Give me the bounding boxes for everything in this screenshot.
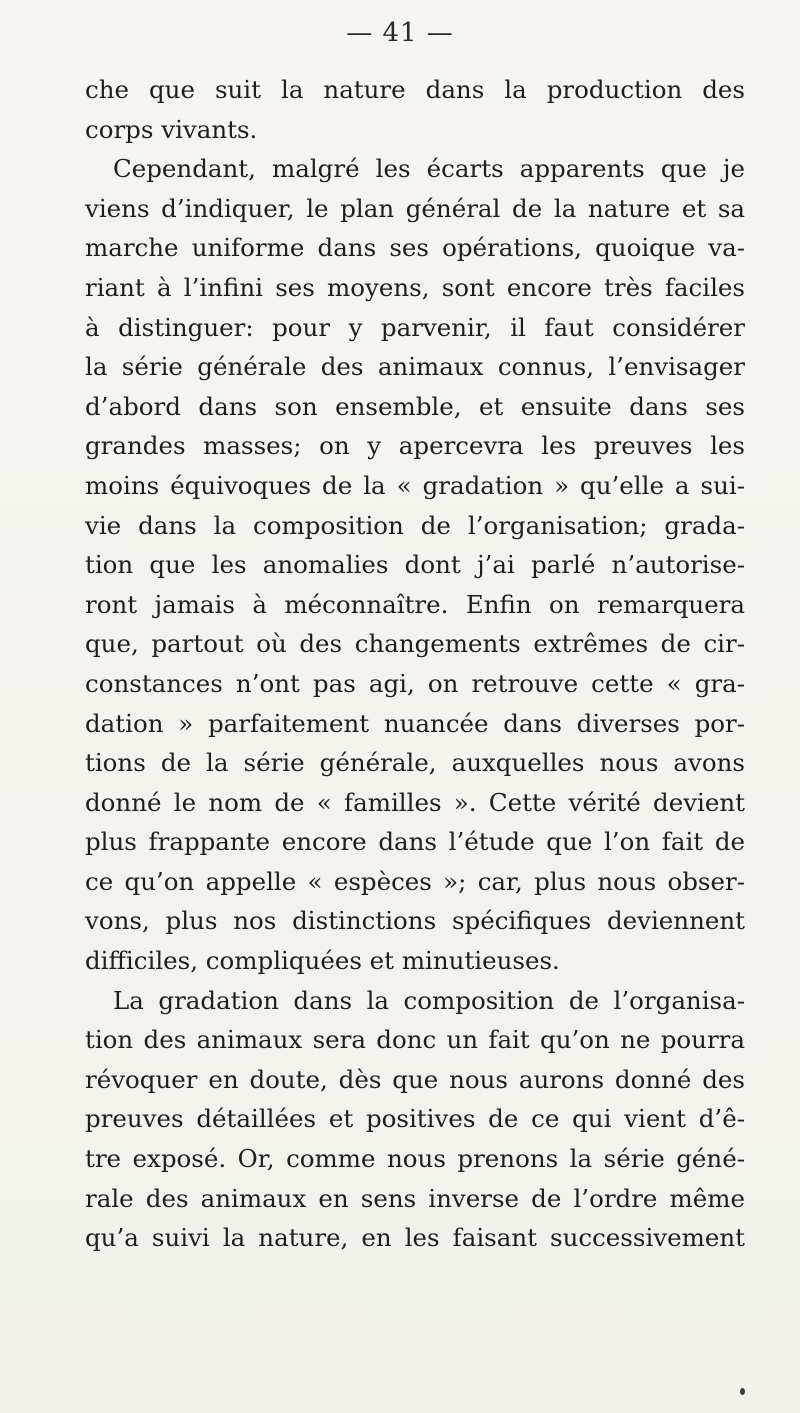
text-line: d’abord dans son ensemble, et ensuite dans ses bbox=[85, 391, 745, 421]
text-line: viens d’indiquer, le plan général de la nature et sa bbox=[85, 193, 745, 223]
text-line: constances n’ont pas agi, on retrouve cette « gra- bbox=[85, 668, 745, 698]
text-line: La gradation dans la composition de l’organisa- bbox=[113, 985, 745, 1015]
text-line: ce qu’on appelle « espèces »; car, plus nous obser- bbox=[85, 866, 745, 896]
text-line: dation » parfaitement nuancée dans diverses por- bbox=[85, 708, 745, 738]
text-line: marche uniforme dans ses opérations, quoique va- bbox=[85, 233, 745, 263]
text-line: donné le nom de « familles ». Cette vérité devient bbox=[85, 787, 745, 817]
text-line: tion que les anomalies dont j’ai parlé n’autorise- bbox=[85, 550, 745, 580]
text-line: à distinguer: pour y parvenir, il faut considérer bbox=[85, 312, 745, 342]
text-line: che que suit la nature dans la production des bbox=[85, 75, 745, 104]
ink-speck bbox=[740, 1388, 745, 1395]
text-line: qu’a suivi la nature, en les faisant successivement bbox=[85, 1223, 745, 1253]
text-line: la série générale des animaux connus, l’envisager bbox=[85, 352, 745, 382]
body-text bbox=[85, 70, 745, 1258]
page-number: — 41 — bbox=[346, 18, 454, 48]
text-line: vons, plus nos distinctions spécifiques deviennent bbox=[85, 906, 745, 936]
text-line: ront jamais à méconnaître. Enfin on remarquera bbox=[85, 589, 745, 619]
text-line: corps vivants. bbox=[85, 114, 258, 144]
text-line: difficiles, compliquées et minutieuses. bbox=[85, 946, 560, 976]
text-line: que, partout où des changements extrêmes de cir- bbox=[85, 629, 745, 659]
text-line: vie dans la composition de l’organisation; grada- bbox=[85, 510, 745, 540]
text-line: Cependant, malgré les écarts apparents que je bbox=[113, 154, 745, 184]
text-line: tions de la série générale, auxquelles nous avons bbox=[85, 748, 745, 778]
text-line: moins équivoques de la « gradation » qu’elle a sui- bbox=[85, 470, 745, 500]
text-line: rale des animaux en sens inverse de l’ordre même bbox=[85, 1183, 745, 1213]
text-line: tion des animaux sera donc un fait qu’on ne pourra bbox=[85, 1025, 745, 1055]
text-line: preuves détaillées et positives de ce qui vient d’ê- bbox=[85, 1104, 745, 1134]
text-line: révoquer en doute, dès que nous aurons donné des bbox=[85, 1064, 745, 1094]
text-line: riant à l’infini ses moyens, sont encore très faciles bbox=[85, 272, 745, 302]
text-line: grandes masses; on y apercevra les preuves les bbox=[85, 431, 745, 461]
text-line: tre exposé. Or, comme nous prenons la série géné- bbox=[85, 1144, 745, 1174]
text-line: plus frappante encore dans l’étude que l’on fait de bbox=[85, 827, 745, 857]
